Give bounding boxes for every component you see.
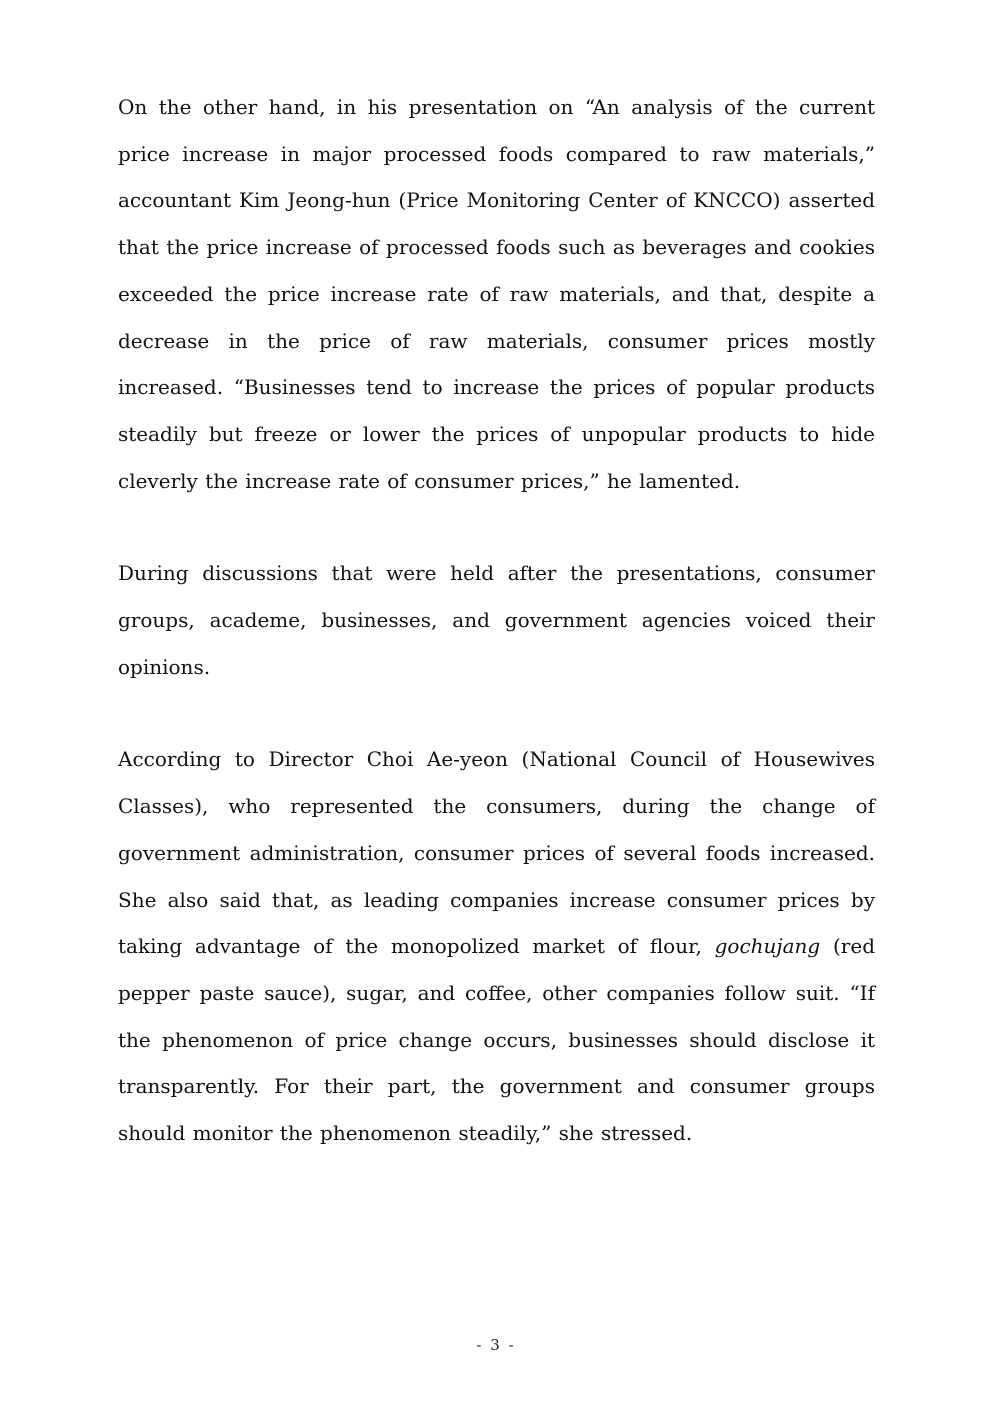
paragraph-text-part-2: (red pepper paste sauce), sugar, and coffee, other companies follow suit. “If the phenomenon of price change occurs, businesses should disclose it transparently. For their part, the government and consumer groups should monitor the phenomenon steadily,” she stressed.	[118, 934, 875, 1146]
paragraph-text-part-1: According to Director Choi Ae-yeon (National Council of Housewives Classes), who represented the consumers, during the change of government administration, consumer prices of several foods increased. She also said that, as leading companies increase consumer prices by taking advantage of the monopolized market of flour,	[118, 747, 875, 959]
italic-term-gochujang: gochujang	[714, 934, 821, 959]
document-body	[118, 84, 875, 1203]
paragraph-presentation-analysis: On the other hand, in his presentation on “An analysis of the current price increase in major processed foods compared to raw materials,” accountant Kim Jeong-hun (Price Monitoring Center of KNCCO) asserted that the price increase of processed foods such as beverages and cookies exceeded the price increase rate of raw materials, and that, despite a decrease in the price of raw materials, consumer prices mostly increased. “Businesses tend to increase the prices of popular products steadily but freeze or lower the prices of unpopular products to hide cleverly the increase rate of consumer prices,” he lamented.	[118, 95, 875, 493]
page-number: - 3 -	[476, 1336, 516, 1354]
paragraph-discussions: During discussions that were held after the presentations, consumer groups, academe, businesses, and government agencies voiced their opinions.	[118, 561, 875, 679]
paragraph-director-choi	[118, 736, 875, 1156]
